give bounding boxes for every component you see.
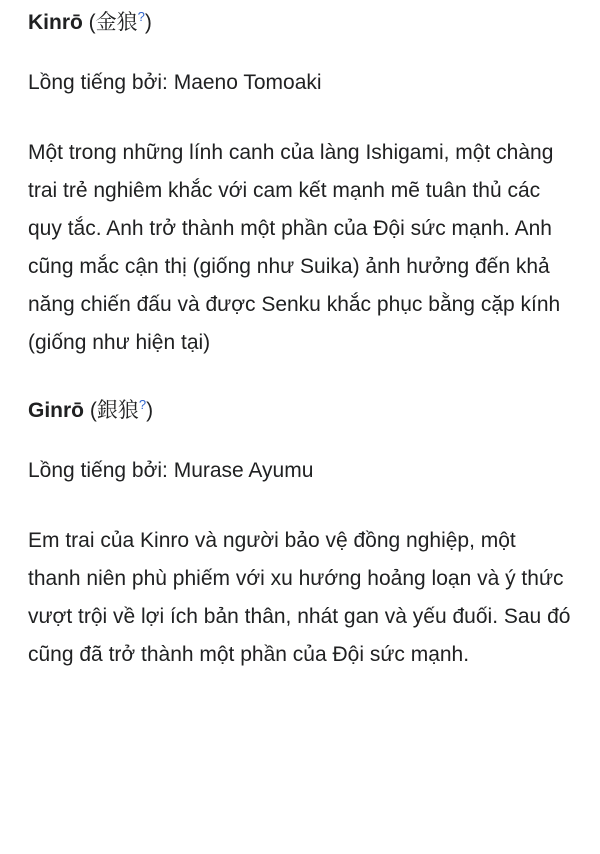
voice-actor-credit: Lồng tiếng bởi: Maeno Tomoaki (28, 71, 322, 94)
open-paren: ( (88, 11, 96, 34)
kanji-help-link[interactable]: ? (138, 397, 147, 412)
character-name-heading (28, 8, 572, 38)
character-romaji-name: Kinrō (28, 11, 83, 34)
character-description: Em trai của Kinro và người bảo vệ đồng nghiệp, một thanh niên phù phiếm với xu hướng hoảng loạn và ý thức vượt trội về lợi ích bản thân, nhát gan và yếu đuối. Sau đó cũng đã trở thành một phần của Đội sức mạnh. (28, 529, 571, 666)
character-description: Một trong những lính canh của làng Ishigami, một chàng trai trẻ nghiêm khắc với cam kết mạnh mẽ tuân thủ các quy tắc. Anh trở thành một phần của Đội sức mạnh. Anh cũng mắc cận thị (giống như Suika) ảnh hưởng đến khả năng chiến đấu và được Senku khắc phục bằng cặp kính (giống như hiện tại) (28, 141, 561, 354)
close-paren: ) (144, 11, 152, 34)
spacer (28, 386, 572, 396)
character-kanji-name: 銀狼 (96, 399, 139, 422)
character-name-heading (28, 396, 572, 426)
character-kanji-group (89, 11, 152, 34)
character-entry-kinro (28, 8, 572, 362)
character-entry-ginro (28, 396, 572, 674)
open-paren: ( (89, 399, 97, 422)
character-kanji-group (90, 399, 153, 422)
voice-actor-credit: Lồng tiếng bởi: Murase Ayumu (28, 459, 314, 482)
close-paren: ) (146, 399, 154, 422)
character-romaji-name: Ginrō (28, 399, 84, 422)
kanji-help-link[interactable]: ? (137, 9, 145, 24)
character-kanji-name: 金狼 (95, 11, 138, 34)
